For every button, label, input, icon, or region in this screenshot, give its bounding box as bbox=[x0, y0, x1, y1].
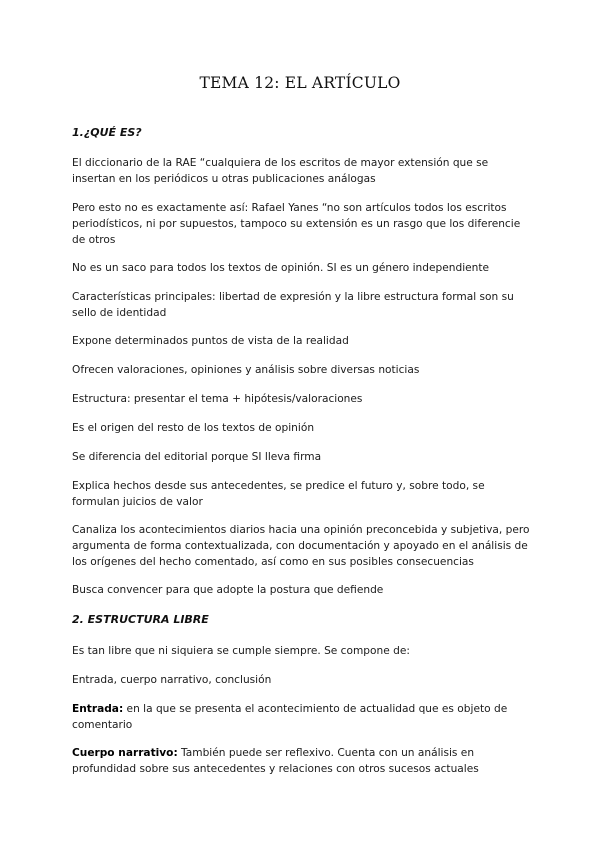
text-cuerpo-narrativo: También puede ser reflexivo. Cuenta con un análisis en profundidad sobre sus antecedentes y relaciones con otros sucesos actuales bbox=[72, 747, 479, 775]
paragraph-caracteristicas: Características principales: libertad de expresión y la libre estructura formal son su sello de identidad bbox=[72, 291, 514, 319]
document-title: TEMA 12: EL ARTÍCULO bbox=[199, 74, 401, 92]
paragraph-rae-definition: El diccionario de la RAE “cualquiera de los escritos de mayor extensión que se insertan en los periódicos u otras publicaciones análogas bbox=[72, 157, 489, 185]
paragraph-canaliza: Canaliza los acontecimientos diarios hacia una opinión preconcebida y subjetiva, pero argumenta de forma contextualizada, con documentación y apoyado en el análisis de los orígenes del hecho comentado, así como en sus posibles consecuencias bbox=[72, 524, 530, 568]
term-entrada: Entrada: bbox=[72, 703, 124, 715]
paragraph-busca-convencer: Busca convencer para que adopte la postura que defiende bbox=[72, 584, 384, 596]
paragraph-genero-independiente: No es un saco para todos los textos de opinión. SI es un género independiente bbox=[72, 262, 490, 274]
paragraph-cuerpo-narrativo bbox=[72, 745, 532, 777]
paragraph-explica-hechos: Explica hechos desde sus antecedentes, se predice el futuro y, sobre todo, se formulan juicios de valor bbox=[72, 480, 485, 508]
section-heading-estructura-libre: 2. ESTRUCTURA LIBRE bbox=[72, 613, 209, 626]
paragraph-entrada bbox=[72, 701, 532, 733]
text-entrada: en la que se presenta el acontecimiento de actualidad que es objeto de comentario bbox=[72, 703, 508, 731]
paragraph-editorial: Se diferencia del editorial porque SI lleva firma bbox=[72, 451, 322, 463]
term-cuerpo-narrativo: Cuerpo narrativo: bbox=[72, 747, 178, 759]
paragraph-rafael-yanes: Pero esto no es exactamente así: Rafael Yanes “no son artículos todos los escritos periodísticos, ni por supuestos, tampoco su extensión es un rasgo que los diferencie de otros bbox=[72, 202, 521, 246]
paragraph-valoraciones: Ofrecen valoraciones, opiniones y análisis sobre diversas noticias bbox=[72, 364, 420, 376]
paragraph-partes: Entrada, cuerpo narrativo, conclusión bbox=[72, 674, 272, 686]
section-heading-que-es: 1.¿QUÉ ES? bbox=[72, 126, 142, 139]
paragraph-estructura: Estructura: presentar el tema + hipótesis/valoraciones bbox=[72, 393, 363, 405]
paragraph-origen: Es el origen del resto de los textos de opinión bbox=[72, 422, 315, 434]
paragraph-puntos-de-vista: Expone determinados puntos de vista de la realidad bbox=[72, 335, 349, 347]
paragraph-tan-libre: Es tan libre que ni siquiera se cumple siempre. Se compone de: bbox=[72, 645, 410, 657]
